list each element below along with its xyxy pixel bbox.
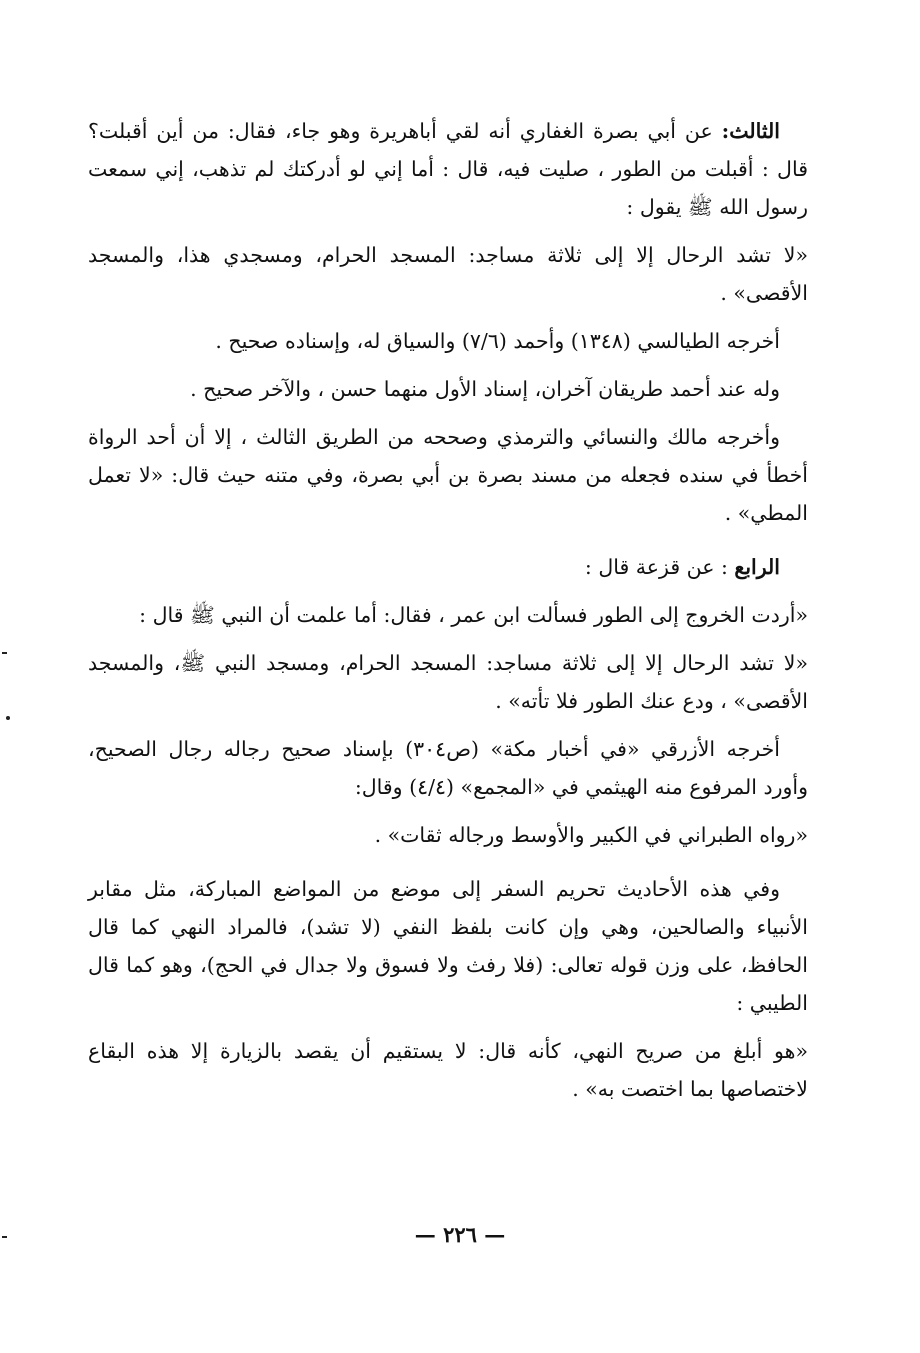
hadith-quote-1: «لا تشد الرحال إلا إلى ثلاثة مساجد: المسجد الحرام، ومسجدي هذا، والمسجد الأقصى» . — [88, 243, 808, 305]
scan-margin-mark — [2, 652, 7, 654]
takhrij-2: وله عند أحمد طريقان آخران، إسناد الأول منهما حسن ، والآخر صحيح . — [190, 377, 780, 401]
scan-margin-mark — [2, 1236, 7, 1238]
page-number: — ٢٢٦ — — [414, 1222, 506, 1247]
takhrij-1: أخرجه الطيالسي (١٣٤٨) وأحمد (٧/٦) والسياق له، وإسناده صحيح . — [215, 329, 780, 353]
scan-margin-mark — [6, 716, 10, 720]
takhrij-3: وأخرجه مالك والنسائي والترمذي وصححه من الطريق الثالث ، إلا أن أحد الرواة أخطأ في سنده فجعله من مسند بصرة بن أبي بصرة، وفي متنه حيث قال: «لا تعمل المطي» . — [88, 425, 808, 525]
section-lead-fourth: الرابع — [734, 555, 780, 579]
takhrij-4: أخرجه الأزرقي «في أخبار مكة» (ص٣٠٤) بإسناد صحيح رجاله رجال الصحيح، وأورد المرفوع منه الهيثمي في «المجمع» (٤/٤) وقال: — [88, 737, 808, 799]
paragraph-text: عن أبي بصرة الغفاري أنه لقي أباهريرة وهو جاء، فقال: من أين أقبلت؟ قال : أقبلت من الطور ، صليت فيه، قال : أما إني لو أدركتك لم تذهب، إني سمعت رسول الله ﷺ يقول : — [88, 119, 808, 219]
paragraph-text: : عن قزعة قال : — [584, 555, 735, 579]
section-lead-third: الثالث: — [721, 119, 780, 143]
tibi-quote: «هو أبلغ من صريح النهي، كأنه قال: لا يستقيم أن يقصد بالزيارة إلا هذه البقاع لاختصاصها بما اختصت به» . — [88, 1039, 808, 1101]
paragraph-third-hadith — [88, 112, 808, 226]
haythami-quote: «رواه الطبراني في الكبير والأوسط ورجاله ثقات» . — [374, 823, 808, 847]
hadith-quote-2: «أردت الخروج إلى الطور فسألت ابن عمر ، فقال: أما علمت أن النبي ﷺ قال : — [139, 603, 808, 627]
paragraph-fourth-hadith — [88, 548, 808, 586]
page-body — [88, 112, 808, 1108]
commentary-paragraph: وفي هذه الأحاديث تحريم السفر إلى موضع من المواضع المباركة، مثل مقابر الأنبياء والصالحين، وهي وإن كانت بلفظ النفي (لا تشد)، فالمراد النهي كما قال الحافظ، على وزن قوله تعالى: (فلا رفث ولا فسوق ولا جدال في الحج)، وهو كما قال الطيبي : — [88, 877, 808, 1015]
hadith-quote-3: «لا تشد الرحال إلا إلى ثلاثة مساجد: المسجد الحرام، ومسجد النبي ﷺ، والمسجد الأقصى» ، ودع عنك الطور فلا تأته» . — [88, 651, 808, 713]
